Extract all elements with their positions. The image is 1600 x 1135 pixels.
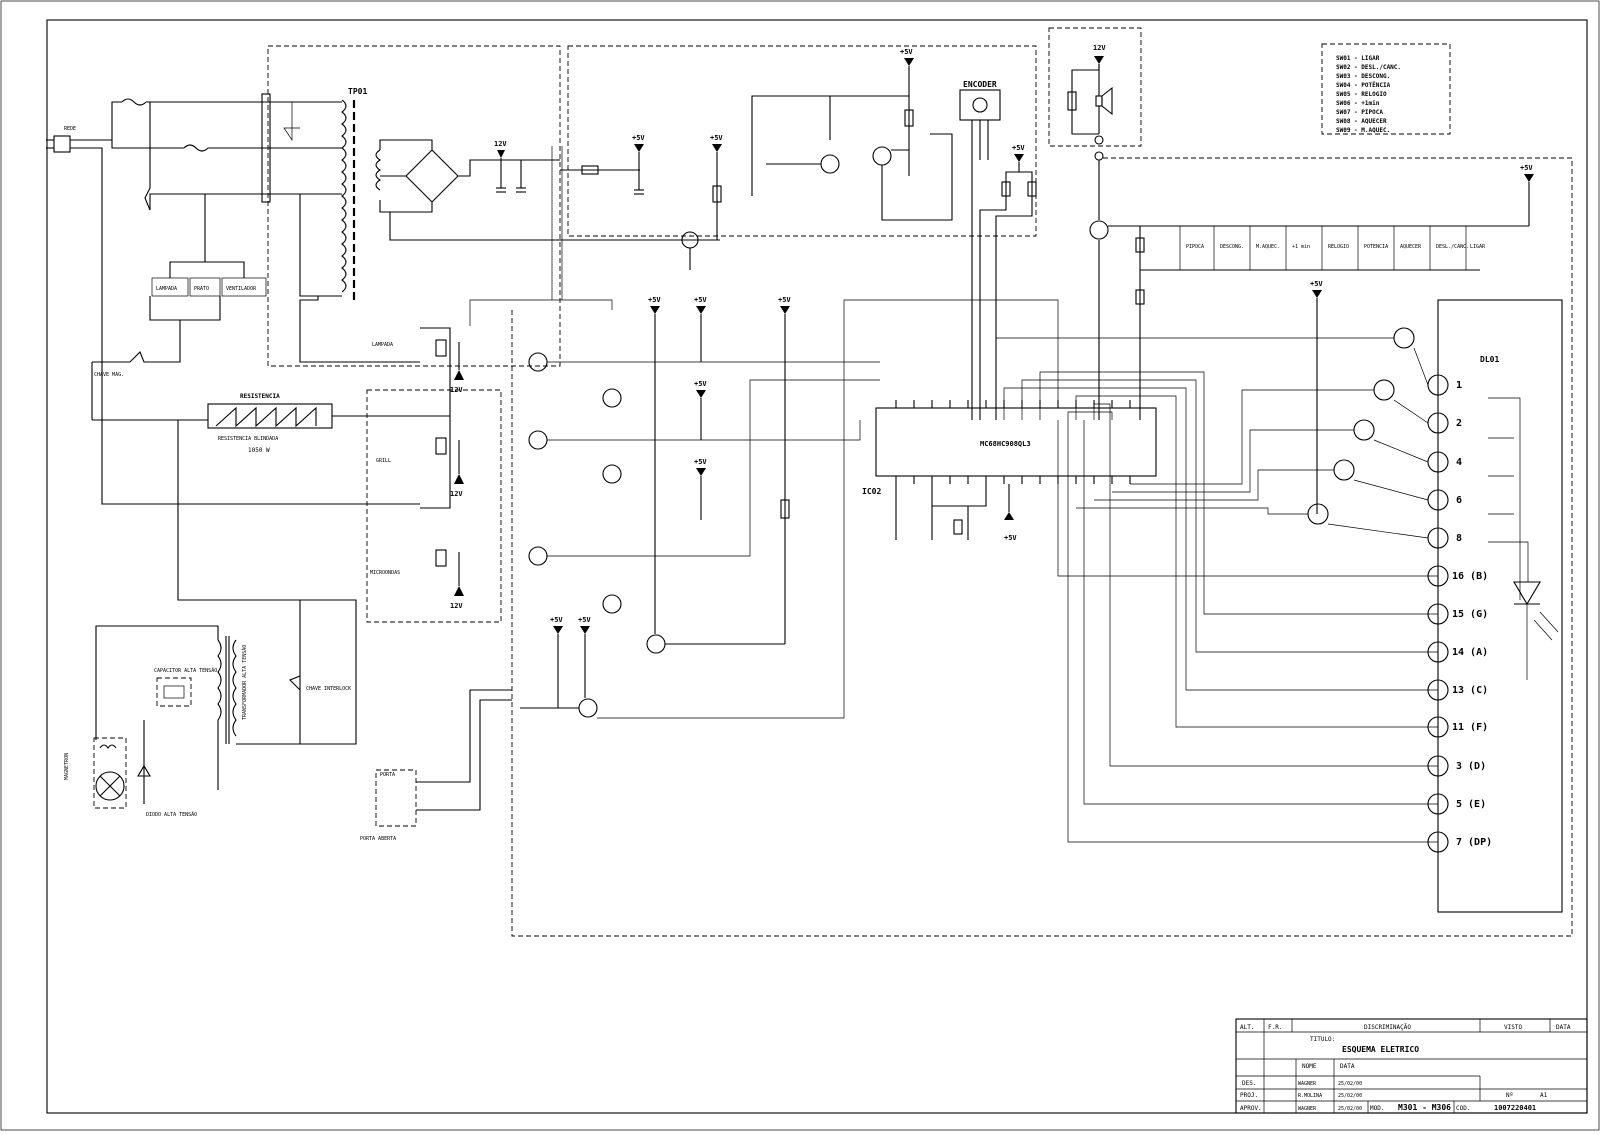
tb-visto: VISTO — [1504, 1024, 1523, 1031]
display-dl01 — [1428, 300, 1562, 912]
tb-title: ESQUEMA ELETRICO — [1342, 1045, 1420, 1054]
potencia-label: 1050 W — [248, 447, 270, 454]
legend-sw03: SW03 - DESCONG. — [1336, 73, 1391, 80]
tb-proj-nome: R.MOLINA — [1298, 1093, 1323, 1099]
transformer-tp01 — [300, 87, 420, 362]
plus5-label-reg: +5V — [632, 134, 645, 142]
ventilador-label: VENTILADOR — [226, 286, 257, 292]
tp01-label: TP01 — [348, 87, 368, 96]
dl01-pin-5: 5 (E) — [1456, 799, 1487, 810]
resistencia-blindada-label: RESISTENCIA BLINDADA — [218, 436, 279, 442]
v12-label-buzzer: 12V — [1093, 44, 1106, 52]
plus5-label-q7: +5V — [578, 616, 591, 624]
plus5-label-b: +5V — [900, 48, 913, 56]
key-label-2: M.AQUEC. — [1256, 244, 1281, 250]
dashed-blocks — [94, 28, 1572, 936]
tb-mod-label: MOD. — [1370, 1105, 1385, 1112]
tb-cod-label: COD. — [1456, 1105, 1471, 1112]
capacitor-label: CAPACITOR ALTA TENSÃO — [154, 668, 218, 674]
tb-nf-label: Nº — [1506, 1092, 1514, 1099]
key-label-1: DESCONG. — [1220, 244, 1245, 250]
display-wiring — [996, 280, 1438, 842]
tb-nome: NOME — [1302, 1063, 1317, 1070]
tb-alt: ALT. — [1240, 1024, 1255, 1031]
tb-des: DES. — [1242, 1080, 1257, 1087]
interlock-label: CHAVE INTERLOCK — [306, 686, 352, 692]
lampada-label: LAMPADA — [156, 286, 178, 292]
dl01-pin-14: 14 (A) — [1452, 647, 1489, 658]
v12-label-r2: 12V — [450, 490, 463, 498]
plus5-label-q1: +5V — [648, 296, 661, 304]
legend-sw08: SW08 - AQUECER — [1336, 118, 1387, 125]
dl01-pin-1: 1 — [1456, 380, 1463, 391]
tb-aprov: APROV. — [1240, 1105, 1262, 1112]
dl01-pin-15: 15 (G) — [1452, 609, 1489, 620]
dl01-pin-7: 7 (DP) — [1456, 837, 1493, 848]
dl01-pin-13: 13 (C) — [1452, 685, 1489, 696]
psu-12v — [380, 134, 720, 300]
tb-discriminacao: DISCRIMINAÇÃO — [1364, 1024, 1411, 1031]
ic02-bottom-pins — [896, 476, 1130, 484]
tb-title-prefix: TITULO: — [1310, 1036, 1336, 1043]
dl01-pin-11: 11 (F) — [1452, 722, 1489, 733]
ic02-part: MC68HC908QL3 — [980, 440, 1031, 448]
porta-label: PORTA — [380, 772, 396, 778]
transformador-label: TRANSFORMADOR ALTA TENSÃO — [242, 644, 248, 720]
key-label-8: LIGAR — [1470, 244, 1486, 250]
legend-sw05: SW05 - RELOGIO — [1336, 91, 1387, 98]
plus5-label-q3: +5V — [694, 380, 707, 388]
lampada-relay-label: LAMPADA — [372, 342, 394, 348]
encoder-label: ENCODER — [963, 80, 997, 89]
plus5-label-keypad: +5V — [1520, 164, 1533, 172]
tb-des-nome: WAGNER — [1298, 1081, 1317, 1087]
key-label-3: +1 min — [1292, 244, 1311, 250]
relay-drivers — [370, 296, 1058, 718]
mains-section — [46, 94, 420, 504]
legend-sw01: SW01 - LIGAR — [1336, 55, 1380, 62]
legend-sw06: SW06 - +1min — [1336, 100, 1380, 107]
v12-label-psu: 12V — [494, 140, 507, 148]
plus5-label-q6: +5V — [550, 616, 563, 624]
plus5-label-q2: +5V — [694, 296, 707, 304]
switch-legend — [1336, 55, 1401, 134]
dl01-pin-3: 3 (D) — [1456, 761, 1487, 772]
tb-proj: PROJ. — [1240, 1092, 1259, 1099]
encoder-section — [682, 48, 1036, 420]
key-label-6: AQUECER — [1400, 244, 1422, 250]
hv-section — [64, 393, 512, 842]
plus5-label-enc: +5V — [1012, 144, 1025, 152]
drawing-frame — [47, 20, 1587, 1113]
outer-border — [1, 1, 1599, 1130]
v12-label-r3: 12V — [450, 602, 463, 610]
grill-relay-label: GRILL — [376, 458, 392, 464]
encoder-body — [960, 90, 1000, 120]
tb-aprov-data: 25/02/00 — [1338, 1106, 1363, 1112]
resistencia-label: RESISTENCIA — [240, 393, 280, 400]
tb-data2: DATA — [1340, 1063, 1355, 1070]
plus5-label-q4: +5V — [694, 458, 707, 466]
ic02 — [862, 400, 1156, 542]
chave-mag-label: CHAVE MAG. — [94, 372, 125, 378]
dl01-pin-2: 2 — [1456, 418, 1463, 429]
v12-label-r1: 12V — [450, 386, 463, 394]
dl01-pin-16: 16 (B) — [1452, 571, 1489, 582]
sensor-label: PORTA ABERTA — [360, 836, 397, 842]
dl01-body — [1438, 300, 1562, 912]
tb-proj-data: 25/02/00 — [1338, 1093, 1363, 1099]
tb-data: DATA — [1556, 1024, 1571, 1031]
plus5-label-digits: +5V — [1310, 280, 1323, 288]
tb-code: 1007220401 — [1494, 1104, 1537, 1112]
tb-model: M301 - M306 — [1398, 1103, 1451, 1112]
legend-sw02: SW02 - DESL./CANC. — [1336, 64, 1402, 71]
key-label-7: DESL./CANC. — [1436, 244, 1470, 250]
dl01-pin-4: 4 — [1456, 457, 1463, 468]
dl01-pin-6: 6 — [1456, 495, 1463, 506]
tb-sheet-size: A1 — [1540, 1092, 1548, 1099]
microondas-relay-label: MICROONDAS — [370, 570, 401, 576]
plus5-label-q5: +5V — [778, 296, 791, 304]
title-block — [1236, 1019, 1587, 1113]
key-label-0: PIPOCA — [1186, 244, 1205, 250]
dl01-label: DL01 — [1480, 355, 1500, 364]
plus5-label-ic: +5V — [1004, 534, 1017, 542]
legend-sw07: SW07 - PIPOCA — [1336, 109, 1383, 116]
tb-des-data: 25/02/00 — [1338, 1081, 1363, 1087]
tb-aprov-nome: WAGNER — [1298, 1106, 1317, 1112]
legend-sw09: SW09 - M.AQUEC. — [1336, 127, 1391, 134]
buzzer-block — [1068, 44, 1112, 239]
prato-label: PRATO — [194, 286, 210, 292]
plus5-label-a: +5V — [710, 134, 723, 142]
ic02-label: IC02 — [862, 487, 882, 496]
diodo-label: DIODO ALTA TENSÃO — [146, 812, 198, 818]
tb-fr: F.R. — [1268, 1024, 1283, 1031]
legend-sw04: SW04 - POTÊNCIA — [1336, 82, 1391, 89]
magnetron-label: MAGNETRON — [64, 752, 70, 780]
rede-label: REDE — [64, 126, 77, 132]
dl01-pin-8: 8 — [1456, 533, 1463, 544]
key-label-4: RELOGIO — [1328, 244, 1350, 250]
key-label-5: POTENCIA — [1364, 244, 1389, 250]
